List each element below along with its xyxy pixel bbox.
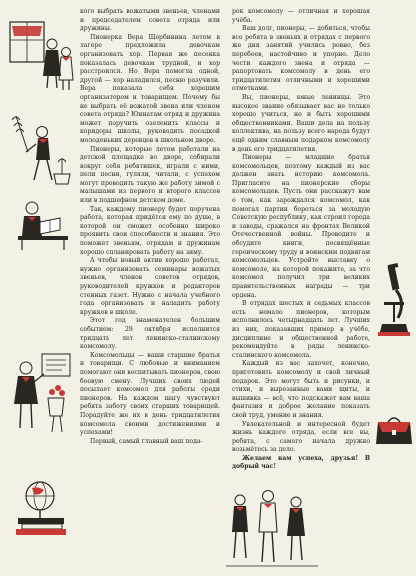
- paragraph: Пионерка Вера Щербинина летом в лагере предложила девочкам организовать хор. Первая же песенка показалась девочкам трудной, и хор расстроился. Но Вера помогла одной, другой — хор наладился, песню разучили. Вера показала себя хорошим организатором и товарищем. Почему бы не выбрать её вожатой звена или членом совета отряда? Юннатам отряд и дружина может поручить озеленить классы и коридоры школы, руководить посадкой молоденьких деревцев в школьном дворе.: [80, 33, 220, 144]
- left-text-column: [80, 8, 220, 446]
- right-text-column: [232, 8, 370, 472]
- paragraph: А чтобы новый актив хорошо работал, нужно организовать семинары вожатых звеньев, членов советов отрядов, руководителей кружков и редакторов стенных газет. Нужно с начала учебного года организовать и наладить работу кружков в школе.: [80, 257, 220, 316]
- closing-wish: Желаем вам успеха, друзья! В добрый час!: [232, 454, 370, 471]
- paragraph: Пионеры — младшие братья комсомольцев, поэтому каждый из вас должен знать историю комсомола. Пригласите на пионерские сборы комсомольцев. Пусть они расскажут вам о том, как зарождался комсомол, как помогал партии бороться за молодую Советскую республику, как строил города и заводы, сражался на фронтах Великой Отечественной войны. Проводите и обсудите книги, посвящённые героическому труду и воинским подвигам комсомольцев. Устройте выставку о комсомоле, на которой покажите, за что комсомол получил три великих правительственных награды — три ордена.: [232, 154, 370, 299]
- paragraph: Ваш долг, пионеры, — добиться, чтобы все ребята в звеньях и отрядах с первого же дня занятий учились ровно, без перебоев, настойчиво и упорно. Дело чести каждого звена и отряда — рапортовать комсомолу в день его тридцатилетия отличными и хорошими отметками.: [232, 25, 370, 93]
- paragraph: Комсомольцы — ваши старшие братья и товарищи. С любовью и вниманием помогают они воспитывать пионеров, свою боевую смену. Лучших своих людей посылает комсомол для работы среди пионеров. На каждом шагу чувствуют ребята заботу своих старших товарищей. Порадуйте же их в день тридцатилетия комсомола своими достижениями и успехами!: [80, 351, 221, 437]
- paragraph: Вы, пионеры, юные ленинцы. Это высокое звание обязывает вас не только хорошо учиться, но и быть хорошими общественниками. Ваши дела на пользу коллектива, на пользу всего народа будут ещё одним славным подарком комсомолу в день его тридцатилетия.: [232, 93, 370, 153]
- microscope-drawing: [376, 262, 412, 340]
- paragraph: Этот год знаменателен большим событием: 29 октября исполнится тридцать лет ленинско-сталинскому комсомолу.: [80, 317, 220, 351]
- pioneer-at-stand-drawing: [8, 344, 74, 436]
- paragraph: рок комсомолу — отличная и хорошая учёба.: [232, 8, 370, 24]
- child-reading-drawing: [12, 196, 74, 252]
- paragraph: Увлекательной и интересной будет жизнь каждого отряда, если все вы, ребята, с самого начала дружно возьмётесь за дело.: [232, 420, 370, 454]
- girls-singing-drawing: [6, 14, 76, 92]
- globe-on-books-drawing: [10, 474, 72, 538]
- paragraph: Так, каждому пионеру будет поручена работа, которая придётся ему по душе, в которой он сможет особенно широко проявить свои способности и знания. Это поможет звеньям, отрядам и дружинам хорошо спланировать работу на зиму.: [80, 205, 220, 256]
- children-group-drawing: [222, 482, 322, 570]
- paragraph: Первый, самый главный ваш пода-: [90, 437, 203, 445]
- paragraph: Каждый из вас захочет, конечно, приготовить комсомолу и свой личный подарок. Это могут быть и рисунки, и стихи, и вырезанные вами щиты, и вышивка — всё, что подскажет вам ваша фантазия и доброе желание показать свой труд, умение и знания.: [232, 360, 370, 419]
- schoolbag-drawing: [374, 412, 414, 446]
- paragraph: В отрядах шестых и седьмых классов есть немало пионеров, которым исполнилось четырнадцать лет. Лучших из них, показавших пример в учёбе, дисциплине и общественной работе, рекомендуйте в ряды ленинско-сталинского комсомола.: [232, 300, 370, 359]
- boy-carrying-saplings-drawing: [8, 112, 74, 188]
- paragraph: кого выбрать вожатыми звеньев, членами и председателем совета отряда или дружины.: [80, 8, 220, 33]
- paragraph: Пионеры, которые летом работали на детской площадке во дворе, собирали вокруг себя ребятишек, играли с ними, пели песни, гуляли, читали, с успехом могут проводить такую же работу зимой с малышами из первого и второго классов или в подшефном детском доме.: [80, 145, 220, 205]
